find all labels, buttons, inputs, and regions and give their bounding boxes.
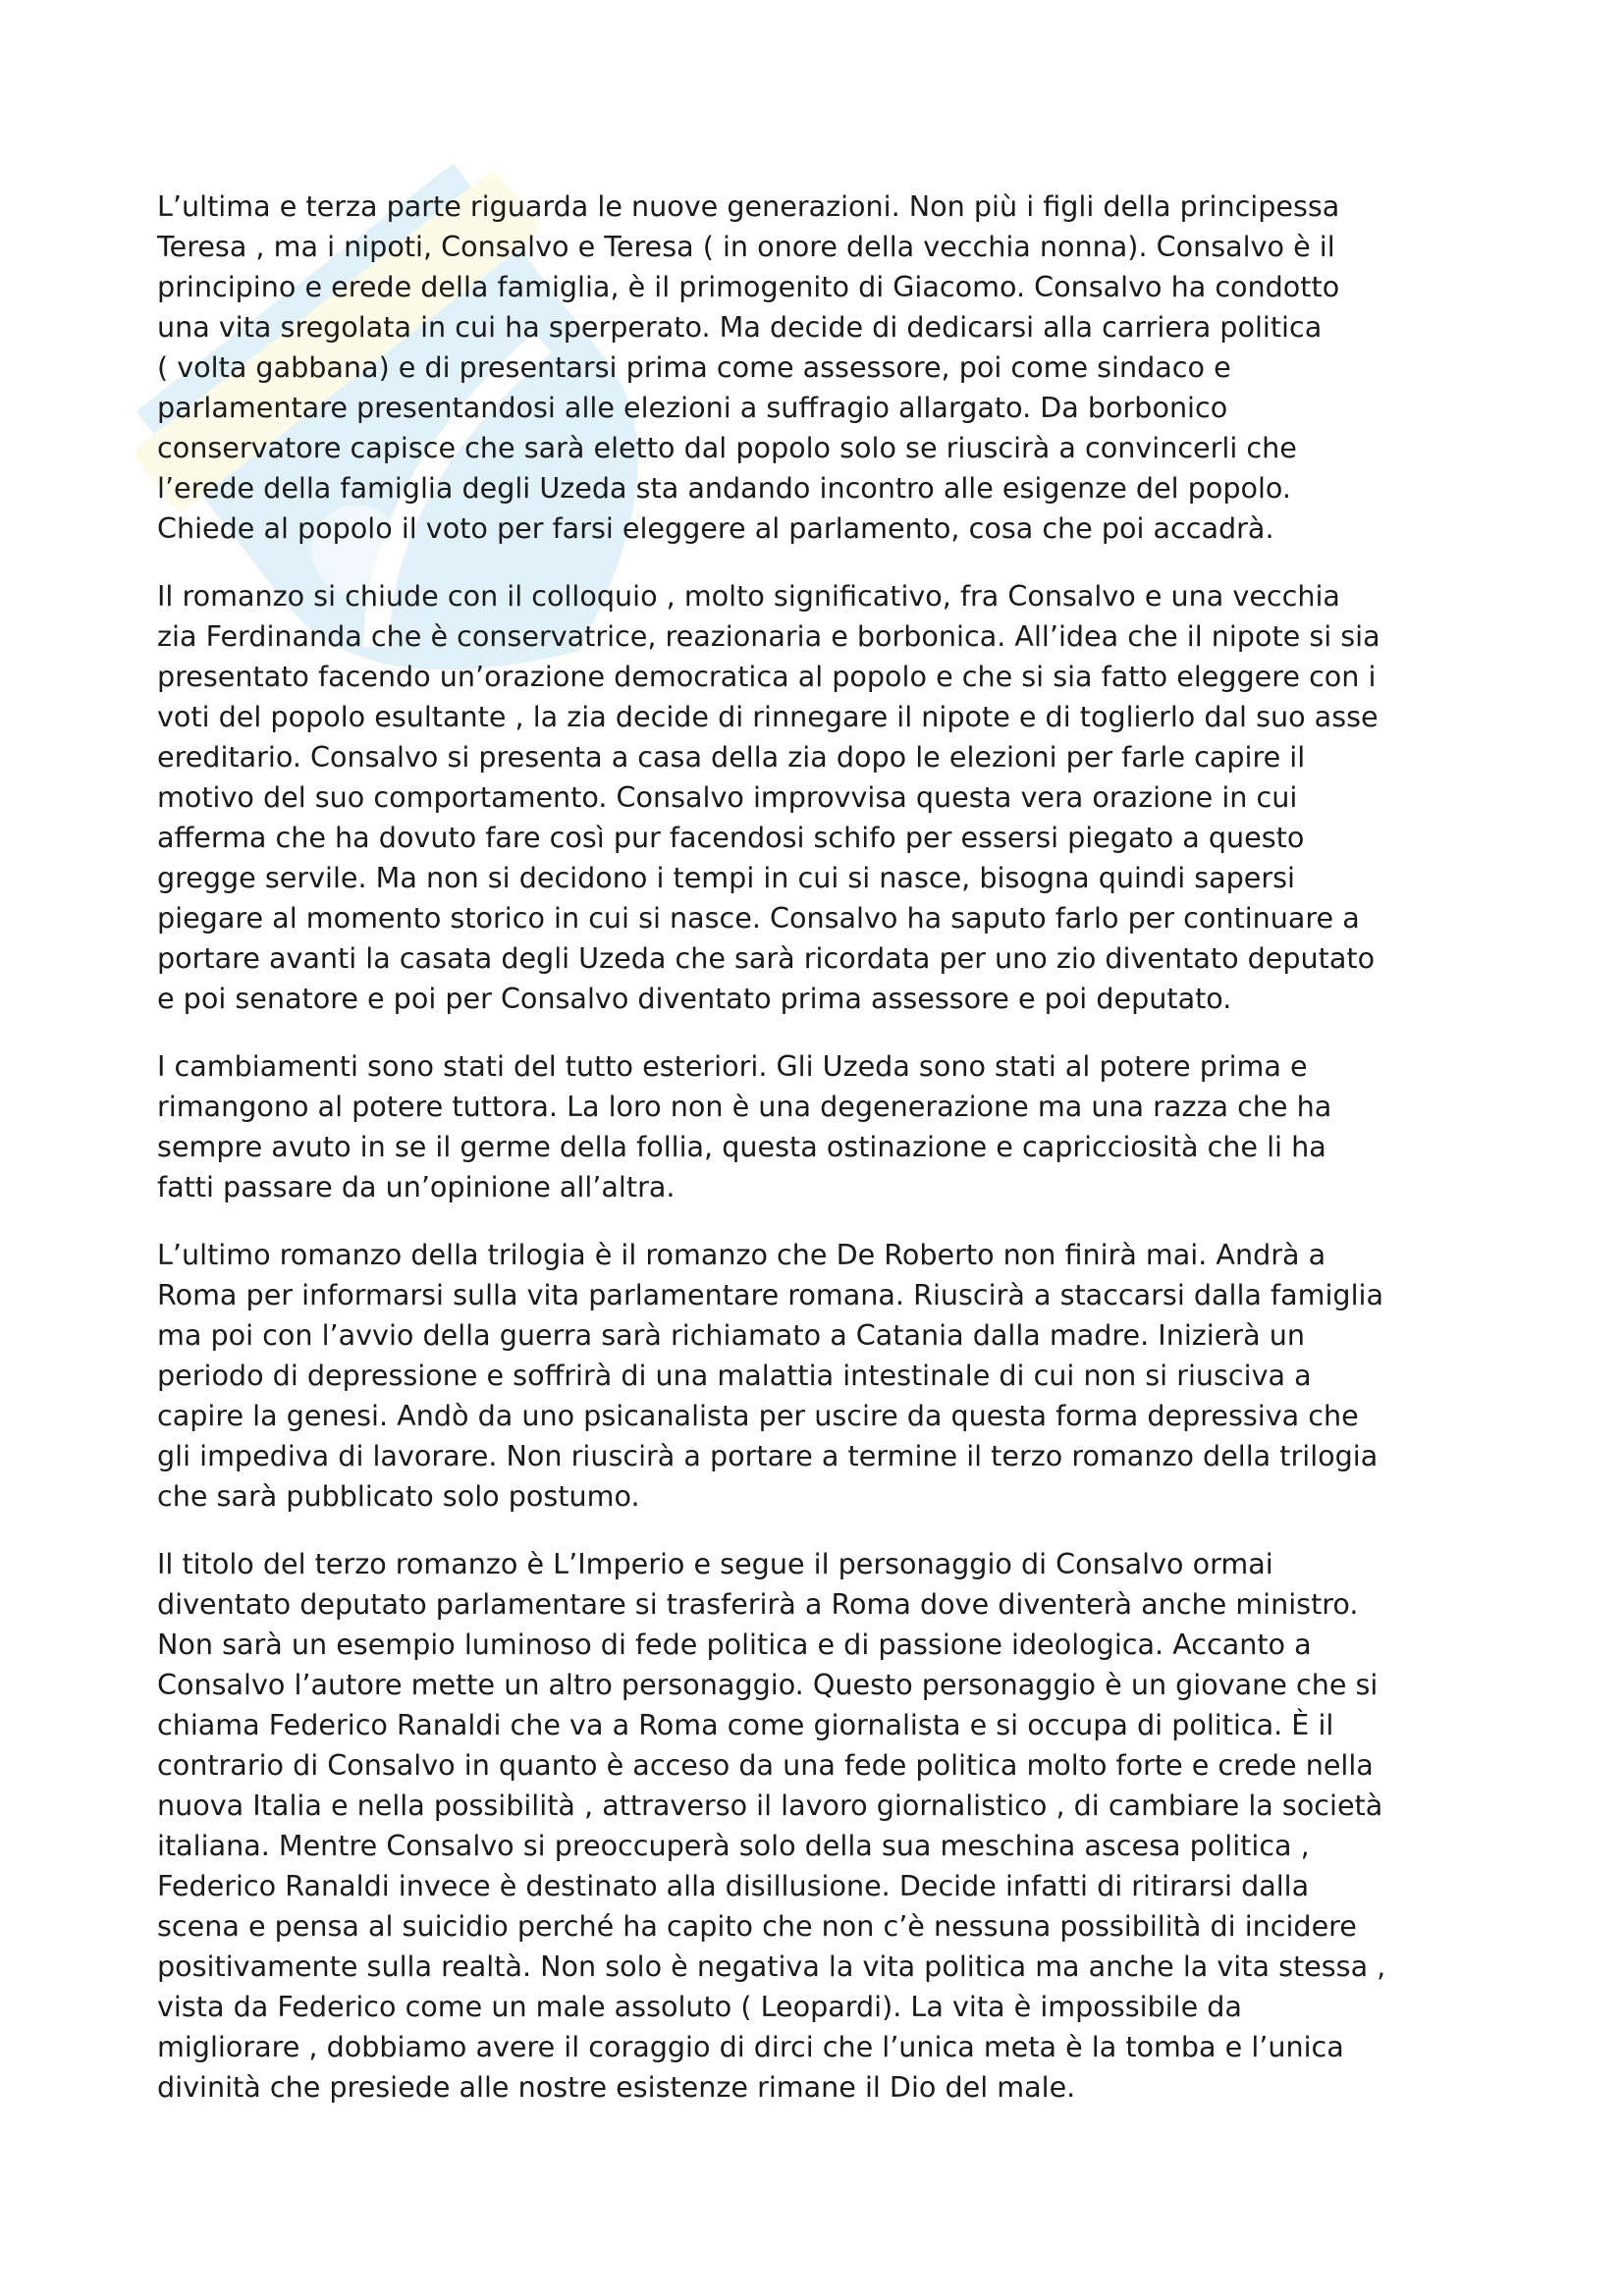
paragraph-2: Il romanzo si chiude con il colloquio , molto significativo, fra Consalvo e una vecchia zia Ferdinanda che è conservatrice, reazionaria e borbonica. All’idea che il nipote si sia presentato facendo un’orazione democratica al popolo e che si sia fatto eleggere con i voti del popolo esultante , la zia decide di rinnegare il nipote e di toglierlo dal suo asse ereditario. Consalvo si presenta a casa della zia dopo le elezioni per farle capire il motivo del suo comportamento. Consalvo improvvisa questa vera orazione in cui afferma che ha dovuto fare così pur facendosi schifo per essersi piegato a questo gregge servile. Ma non si decidono i tempi in cui si nasce, bisogna quindi sapersi piegare al momento storico in cui si nasce. Consalvo ha saputo farlo per continuare a portare avanti la casata degli Uzeda che sarà ricordata per uno zio diventato deputato e poi senatore e poi per Consalvo diventato prima assessore e poi deputato. bbox=[157, 579, 1380, 1015]
paragraph-4: L’ultimo romanzo della trilogia è il romanzo che De Roberto non finirà mai. Andrà a Roma per informarsi sulla vita parlamentare romana. Riuscirà a staccarsi dalla famiglia ma poi con l’avvio della guerra sarà richiamato a Catania dalla madre. Inizierà un periodo di depressione e soffrirà di una malattia intestinale di cui non si riusciva a capire la genesi. Andò da uno psicanalista per uscire da questa forma depressiva che gli impediva di lavorare. Non riuscirà a portare a termine il terzo romanzo della trilogia che sarà pubblicato solo postumo. bbox=[157, 1238, 1383, 1513]
paragraph-1: L’ultima e terza parte riguarda le nuove generazioni. Non più i figli della principessa Teresa , ma i nipoti, Consalvo e Teresa ( in onore della vecchia nonna). Consalvo è il principino e erede della famiglia, è il primogenito di Giacomo. Consalvo ha condotto una vita sregolata in cui ha sperperato. Ma decide di dedicarsi alla carriera politica ( volta gabbana) e di presentarsi prima come assessore, poi come sindaco e parlamentare presentandosi alle elezioni a suffragio allargato. Da borbonico conservatore capisce che sarà eletto dal popolo solo se riuscirà a convincerli che l’erede della famiglia degli Uzeda sta andando incontro alle esigenze del popolo. Chiede al popolo il voto per farsi eleggere al parlamento, cosa che poi accadrà. bbox=[157, 189, 1340, 545]
document-body bbox=[157, 187, 1492, 2135]
paragraph-3: I cambiamenti sono stati del tutto esteriori. Gli Uzeda sono stati al potere prima e rimangono al potere tuttora. La loro non è una degenerazione ma una razza che ha sempre avuto in se il germe della follia, questa ostinazione e capricciosità che li ha fatti passare da un’opinione all’altra. bbox=[157, 1049, 1332, 1203]
paragraph-5: Il titolo del terzo romanzo è L’Imperio e segue il personaggio di Consalvo ormai diventato deputato parlamentare si trasferirà a Roma dove diventerà anche ministro. Non sarà un esempio luminoso di fede politica e di passione ideologica. Accanto a Consalvo l’autore mette un altro personaggio. Questo personaggio è un giovane che si chiama Federico Ranaldi che va a Roma come giornalista e si occupa di politica. È il contrario di Consalvo in quanto è acceso da una fede politica molto forte e crede nella nuova Italia e nella possibilità , attraverso il lavoro giornalistico , di cambiare la società italiana. Mentre Consalvo si preoccuperà solo della sua meschina ascesa politica , Federico Ranaldi invece è destinato alla disillusione. Decide infatti di ritirarsi dalla scena e pensa al suicidio perché ha capito che non c’è nessuna possibilità di incidere positivamente sulla realtà. Non solo è negativa la vita politica ma anche la vita stessa , vista da Federico come un male assoluto ( Leopardi). La vita è impossibile da migliorare , dobbiamo avere il coraggio di dirci che l’unica meta è la tomba e l’unica divinità che presiede alle nostre esistenze rimane il Dio del male. bbox=[157, 1547, 1386, 2104]
